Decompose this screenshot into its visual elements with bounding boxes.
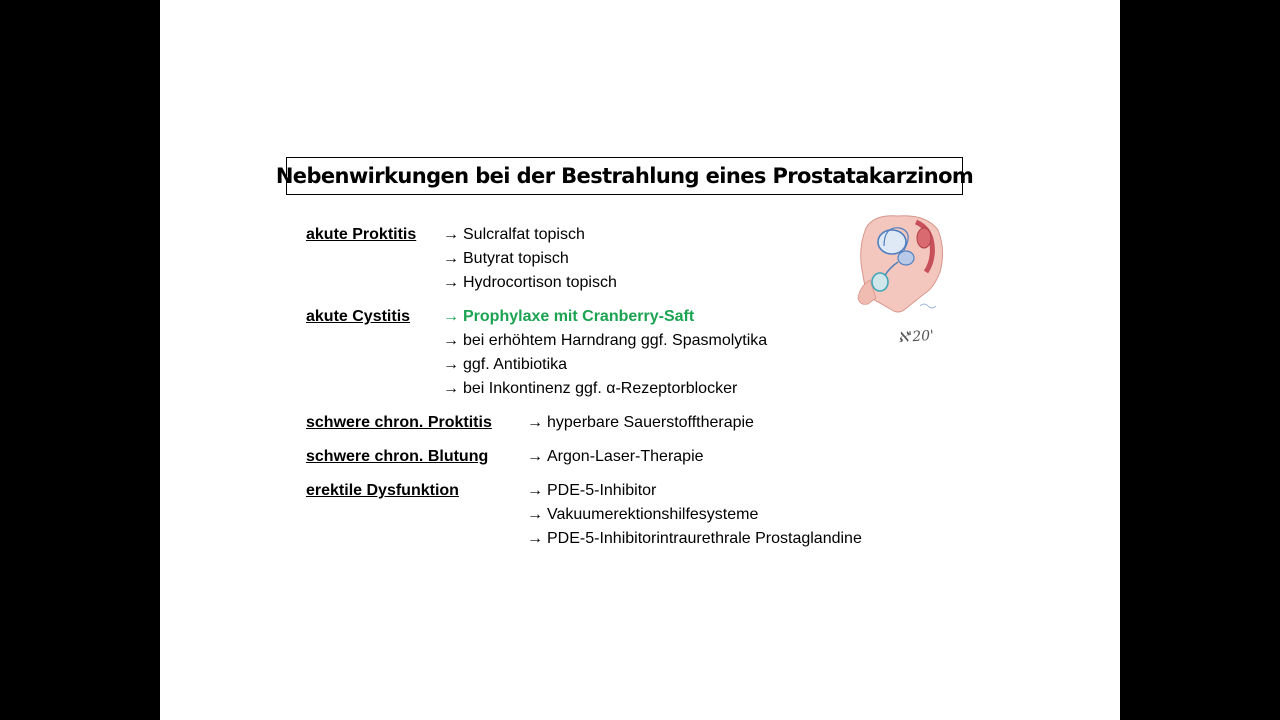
item-text: Argon-Laser-Therapie xyxy=(547,448,704,465)
arrow-icon: → xyxy=(527,506,543,523)
list-item xyxy=(443,380,737,398)
list-item xyxy=(443,250,569,268)
item-text: hyperbare Sauerstofftherapie xyxy=(547,414,754,431)
item-text: PDE-5-Inhibitor xyxy=(547,482,657,499)
arrow-icon: → xyxy=(527,448,543,465)
item-text: Sulcralfat topisch xyxy=(463,226,585,243)
slide-title: Nebenwirkungen bei der Bestrahlung eines Prostatakarzinom xyxy=(275,164,974,188)
list-item xyxy=(527,414,754,432)
artist-signature: ℵ'20' xyxy=(897,327,935,347)
list-item xyxy=(527,506,758,524)
item-text: Butyrat topisch xyxy=(463,250,569,267)
section-label-akute-proktitis: akute Proktitis xyxy=(306,226,417,243)
item-text: Vakuumerektionshilfesysteme xyxy=(547,506,759,523)
list-item xyxy=(443,356,567,374)
arrow-icon: → xyxy=(527,530,543,547)
arrow-icon: → xyxy=(527,482,543,499)
item-text: bei erhöhtem Harndrang ggf. Spasmolytika xyxy=(463,332,768,349)
item-text: ggf. Antibiotika xyxy=(463,356,568,373)
section-label-erektile-dysfunktion: erektile Dysfunktion xyxy=(306,482,459,499)
list-item xyxy=(527,530,862,548)
list-item xyxy=(527,482,656,500)
arrow-icon: → xyxy=(443,380,459,397)
section-label-schwere-chron-proktitis: schwere chron. Proktitis xyxy=(306,414,492,431)
section-label-akute-cystitis: akute Cystitis xyxy=(306,308,411,325)
list-item xyxy=(443,274,617,292)
arrow-icon: → xyxy=(443,356,459,373)
list-item xyxy=(443,332,767,350)
slide xyxy=(160,0,1120,720)
list-item-highlight xyxy=(443,308,694,326)
item-text: Hydrocortison topisch xyxy=(463,274,617,291)
arrow-icon: → xyxy=(443,226,459,243)
item-text: PDE-5-Inhibitorintraurethrale Prostaglandine xyxy=(547,530,862,547)
arrow-icon: → xyxy=(443,332,459,349)
item-text: bei Inkontinenz ggf. α-Rezeptorblocker xyxy=(463,380,738,397)
list-item xyxy=(527,448,704,466)
arrow-icon: → xyxy=(443,308,459,325)
item-text: Prophylaxe mit Cranberry-Saft xyxy=(463,308,695,325)
list-item xyxy=(443,226,585,244)
title-box xyxy=(275,157,974,195)
arrow-icon: → xyxy=(527,414,543,431)
section-label-schwere-chron-blutung: schwere chron. Blutung xyxy=(306,448,489,465)
arrow-icon: → xyxy=(443,250,459,267)
arrow-icon: → xyxy=(443,274,459,291)
